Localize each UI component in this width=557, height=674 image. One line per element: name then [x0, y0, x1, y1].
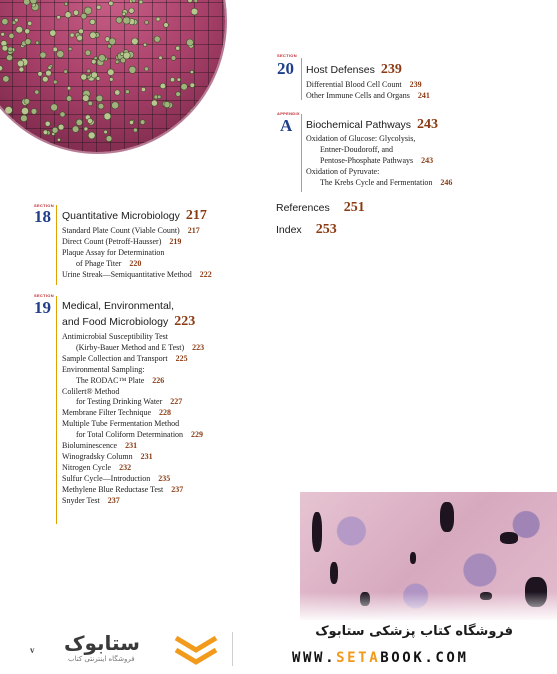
colony-dot: [73, 10, 78, 15]
toc-entry-text: Plaque Assay for Determination: [62, 248, 165, 257]
colony-dot: [51, 104, 58, 111]
toc-entry-text: Sample Collection and Transport: [62, 353, 168, 363]
toc-entry-text: for Testing Drinking Water: [76, 397, 163, 407]
colony-dot: [42, 76, 48, 82]
colony-dot: [123, 52, 130, 59]
colony-dot: [164, 102, 170, 108]
colony-dot: [171, 56, 176, 61]
toc-entry[interactable]: [62, 397, 182, 407]
toc-entry[interactable]: [62, 343, 204, 353]
toc-entry[interactable]: [306, 91, 430, 101]
section-title-line[interactable]: [62, 208, 207, 224]
toc-entry[interactable]: [62, 332, 168, 342]
colony-dot: [83, 95, 90, 102]
toc-entry[interactable]: [62, 259, 141, 269]
colony-dot: [115, 60, 119, 64]
colony-dot: [87, 118, 92, 123]
colony-dot: [176, 92, 181, 97]
colony-dot: [108, 69, 115, 76]
appendix-page: 243: [417, 117, 439, 132]
toc-entry-text: Colilert® Method: [62, 386, 120, 396]
colony-dot: [122, 12, 126, 16]
colony-dot: [48, 66, 51, 69]
stain-blot: [312, 512, 322, 552]
colony-dot: [21, 115, 28, 122]
toc-entry-text: Urine Streak—Semiquantitative Method: [62, 270, 192, 279]
toc-entry[interactable]: [62, 463, 131, 473]
section-number: 20: [277, 59, 294, 78]
toc-entry-text: Environmental Sampling:: [62, 364, 145, 374]
toc-entry-text: Direct Count (Petroff-Hausser): [62, 237, 162, 246]
colony-dot: [9, 33, 14, 38]
colony-dot: [90, 19, 95, 24]
colony-dot: [43, 130, 48, 135]
section-page: 223: [174, 314, 196, 329]
references-label: References: [276, 202, 330, 214]
section-title-line-2[interactable]: [62, 314, 195, 330]
colony-dot: [123, 17, 130, 24]
colony-dot: [166, 131, 171, 136]
colony-dot: [129, 8, 134, 13]
toc-entry-page: 241: [417, 91, 430, 100]
url-suffix: BOOK.COM: [380, 650, 469, 666]
colony-dot: [116, 17, 122, 23]
colony-dot: [156, 17, 160, 21]
colony-dot: [192, 123, 196, 127]
index-label: Index: [276, 224, 302, 236]
colony-dot: [52, 127, 58, 133]
toc-entry[interactable]: [62, 452, 153, 462]
colony-dot: [6, 55, 12, 61]
colony-dot: [64, 70, 68, 74]
colony-dot: [90, 32, 97, 39]
toc-entry[interactable]: [62, 248, 164, 258]
toc-entry-page: 231: [140, 451, 153, 461]
colony-dot: [1, 32, 5, 36]
colony-dot: [104, 130, 108, 134]
colony-dot: [36, 41, 39, 44]
toc-entry-page: 243: [421, 156, 434, 165]
stain-blot: [440, 502, 454, 532]
colony-dot: [81, 13, 87, 19]
store-url[interactable]: [292, 650, 468, 666]
toc-entry-page: 237: [107, 495, 120, 505]
section-rule: [301, 58, 302, 100]
colony-dot: [66, 96, 72, 102]
toc-entry[interactable]: [306, 178, 452, 188]
colony-dot: [5, 106, 13, 114]
colony-dot: [2, 45, 8, 51]
colony-dot: [151, 100, 157, 106]
toc-entry[interactable]: [62, 408, 171, 418]
colony-dot: [28, 21, 32, 25]
section-title: Quantitative Microbiology: [62, 210, 180, 222]
toc-entry-page: 222: [199, 270, 212, 279]
colony-dot: [57, 15, 61, 19]
toc-entry[interactable]: [62, 365, 144, 375]
colony-dot: [85, 50, 91, 56]
colony-dot: [25, 39, 31, 45]
toc-entry[interactable]: [62, 430, 203, 440]
toc-entry-text: Differential Blood Cell Count: [306, 80, 402, 89]
colony-dot: [17, 60, 24, 67]
toc-entry[interactable]: [62, 387, 119, 397]
toc-entry-text: of Phage Titer: [76, 259, 122, 268]
colony-dot: [64, 2, 67, 5]
section-tag: SECTION: [277, 53, 297, 58]
section-rule: [56, 296, 57, 524]
colony-dot: [188, 0, 193, 3]
toc-entry-text: Antimicrobial Susceptibility Test: [62, 332, 168, 341]
stain-blot: [330, 562, 338, 584]
colony-dot: [129, 120, 133, 124]
colony-dot: [32, 135, 37, 140]
appendix-letter: A: [280, 116, 293, 135]
colony-dot: [58, 124, 64, 130]
colony-dot: [40, 52, 46, 58]
colony-dot: [8, 47, 13, 52]
toc-entry-text: Entner-Doudoroff, and: [320, 145, 394, 154]
colony-dot: [170, 78, 174, 82]
toc-entry[interactable]: [62, 226, 200, 236]
toc-entry-page: 229: [191, 430, 204, 440]
references-link[interactable]: [276, 200, 365, 216]
colony-dot: [24, 0, 30, 5]
colony-dot: [84, 7, 91, 14]
toc-entry-page: 223: [192, 342, 205, 352]
toc-entry-text: Snyder Test: [62, 495, 100, 505]
toc-entry[interactable]: [306, 80, 422, 90]
footer-divider: [232, 632, 233, 666]
colony-dot: [115, 90, 120, 95]
colony-dot: [191, 8, 198, 15]
colony-dot: [143, 43, 146, 46]
toc-entry-page: 232: [119, 462, 132, 472]
colony-dot: [70, 33, 74, 37]
stain-blot: [410, 552, 416, 564]
logo-subtitle: فروشگاه اینترنتی کتاب: [68, 655, 135, 663]
colony-dot: [131, 38, 138, 45]
colony-dot: [106, 136, 112, 142]
colony-dot: [104, 113, 111, 120]
toc-entry-text: Nitrogen Cycle: [62, 462, 112, 472]
section-title-cont: and Food Microbiology: [62, 316, 169, 328]
section-tag: SECTION: [34, 203, 54, 208]
store-logo[interactable]: [60, 631, 162, 663]
colony-dot: [176, 46, 180, 50]
url-highlight: SETA: [336, 650, 381, 666]
colony-dot: [21, 107, 28, 114]
toc-entry-page: 227: [170, 397, 183, 407]
colony-dot: [3, 76, 9, 82]
toc-entry[interactable]: [62, 496, 120, 506]
colony-dot: [69, 47, 73, 51]
colony-dot: [108, 44, 112, 48]
section-rule: [56, 205, 57, 285]
colony-dot: [0, 66, 3, 71]
colony-dot: [76, 119, 82, 125]
toc-entry[interactable]: [62, 474, 170, 484]
toc-entry-page: 219: [169, 237, 182, 246]
toc-entry[interactable]: [62, 270, 212, 280]
colony-dot: [38, 72, 43, 77]
stain-blot: [500, 532, 518, 544]
toc-entry-text: Oxidation of Glucose: Glycolysis,: [306, 134, 416, 143]
colony-dot: [190, 108, 197, 115]
petri-dish-photo: [0, 0, 225, 152]
colony-dot: [50, 30, 56, 36]
toc-entry-text: Winogradsky Column: [62, 451, 133, 461]
colony-dot: [12, 21, 16, 25]
toc-entry-page: 220: [129, 259, 142, 268]
section-number: 18: [34, 207, 51, 226]
toc-entry-page: 237: [171, 484, 184, 494]
colony-dot: [175, 130, 180, 135]
toc-entry-text: The RODAC™ Plate: [76, 375, 145, 385]
colony-dot: [25, 29, 30, 34]
store-title: فروشگاه کتاب پزشکی ستابوک: [315, 624, 513, 639]
toc-entry-text: Multiple Tube Fermentation Method: [62, 419, 180, 429]
colony-dot: [99, 55, 106, 62]
colony-dot: [91, 59, 96, 64]
toc-entry-text: Methylene Blue Reductase Test: [62, 484, 164, 494]
colony-dot: [46, 70, 52, 76]
colony-dot: [190, 70, 193, 73]
section-title-line[interactable]: [306, 62, 402, 78]
colony-dot: [186, 39, 193, 46]
colony-dot: [164, 23, 169, 28]
appendix-rule: [301, 114, 302, 192]
colony-dot: [84, 127, 88, 131]
colony-dot: [177, 78, 181, 82]
colony-dot: [65, 12, 71, 18]
appendix-tag: APPENDIX: [277, 111, 300, 116]
toc-entry-text: Membrane Filter Technique: [62, 408, 152, 418]
colony-dot: [182, 117, 188, 123]
toc-entry-text: Other Immune Cells and Organs: [306, 91, 410, 100]
colony-dot: [57, 51, 64, 58]
toc-entry[interactable]: [306, 134, 415, 144]
colony-dot: [67, 87, 71, 91]
colony-dot: [96, 95, 103, 102]
bacterial-colonies: [0, 0, 225, 152]
colony-dot: [72, 126, 79, 133]
colony-dot: [2, 18, 8, 24]
colony-dot: [0, 134, 4, 140]
toc-entry[interactable]: [306, 156, 433, 166]
colony-dot: [132, 0, 136, 2]
colony-dot: [140, 120, 145, 125]
toc-entry-page: 228: [159, 408, 172, 418]
footer-fade: [0, 592, 557, 622]
colony-dot: [141, 87, 145, 91]
colony-dot: [129, 66, 136, 73]
index-link[interactable]: [276, 222, 337, 238]
colony-dot: [35, 90, 39, 94]
appendix-title-line[interactable]: [306, 117, 438, 133]
colony-dot: [194, 0, 198, 2]
toc-entry-text: Oxidation of Pyruvate:: [306, 167, 380, 176]
colony-dot: [88, 132, 95, 139]
colony-dot: [19, 67, 24, 72]
colony-dot: [112, 102, 119, 109]
toc-entry-page: 226: [152, 375, 165, 385]
toc-entry-page: 246: [440, 178, 453, 187]
toc-entry[interactable]: [62, 485, 183, 495]
colony-dot: [53, 47, 58, 52]
colony-dot: [157, 95, 161, 99]
colony-dot: [77, 35, 83, 41]
colony-dot: [109, 38, 116, 45]
toc-entry-text: Standard Plate Count (Viable Count): [62, 226, 180, 235]
colony-dot: [144, 67, 148, 71]
page-folio: v: [30, 645, 35, 655]
colony-dot: [24, 99, 30, 105]
toc-entry[interactable]: [62, 237, 181, 247]
colony-dot: [139, 0, 143, 4]
section-tag: SECTION: [34, 293, 54, 298]
colony-dot: [133, 128, 137, 132]
colony-dot: [91, 72, 97, 78]
colony-dot: [87, 69, 91, 73]
index-page: 253: [315, 222, 337, 237]
colony-dot: [154, 36, 160, 42]
colony-dot: [160, 83, 166, 89]
toc-entry-text: Pentose-Phosphate Pathways: [320, 156, 414, 165]
colony-dot: [109, 78, 113, 82]
toc-entry[interactable]: [62, 419, 179, 429]
toc-entry-text: The Krebs Cycle and Fermentation: [320, 178, 433, 187]
toc-entry[interactable]: [62, 354, 188, 364]
section-title-line-1[interactable]: [62, 300, 174, 312]
toc-entry[interactable]: [62, 376, 164, 386]
colony-dot: [97, 5, 101, 9]
colony-dot: [87, 75, 90, 78]
toc-entry-text: Sulfur Cycle—Introduction: [62, 473, 151, 483]
toc-entry-page: 235: [158, 473, 171, 483]
colony-dot: [57, 138, 60, 141]
section-page: 239: [380, 62, 402, 77]
url-prefix: WWW.: [292, 650, 337, 666]
colony-dot: [45, 121, 50, 126]
toc-entry-text: for Total Coliform Determination: [76, 430, 184, 440]
colony-dot: [98, 103, 104, 109]
colony-dot: [14, 122, 18, 126]
colony-dot: [81, 74, 87, 80]
toc-entry[interactable]: [62, 441, 137, 451]
section-title: Medical, Environmental,: [62, 300, 175, 312]
section-page: 217: [185, 208, 207, 223]
colony-dot: [125, 90, 129, 94]
chevron-logo-icon: [172, 632, 220, 666]
toc-entry-page: 231: [125, 441, 138, 450]
toc-entry-text: (Kirby-Bauer Method and E Test): [76, 342, 185, 352]
section-number: 19: [34, 298, 51, 317]
references-page: 251: [343, 200, 365, 215]
colony-dot: [60, 112, 65, 117]
toc-entry-text: Bioluminescence: [62, 441, 118, 450]
section-title: Host Defenses: [306, 64, 375, 76]
colony-dot: [53, 80, 57, 84]
toc-entry[interactable]: [306, 167, 379, 177]
colony-dot: [159, 56, 163, 60]
colony-dot: [88, 101, 93, 106]
colony-dot: [190, 83, 195, 88]
toc-entry-page: 225: [175, 353, 188, 363]
logo-text: ستابوک: [64, 631, 140, 655]
colony-dot: [16, 26, 23, 33]
toc-entry-page: 239: [409, 80, 422, 89]
appendix-title: Biochemical Pathways: [306, 119, 412, 131]
colony-dot: [181, 83, 188, 90]
colony-dot: [109, 1, 114, 6]
toc-entry-page: 217: [187, 226, 200, 235]
toc-entry[interactable]: [306, 145, 393, 155]
colony-dot: [193, 136, 197, 140]
colony-dot: [31, 109, 37, 115]
colony-dot: [145, 21, 149, 25]
